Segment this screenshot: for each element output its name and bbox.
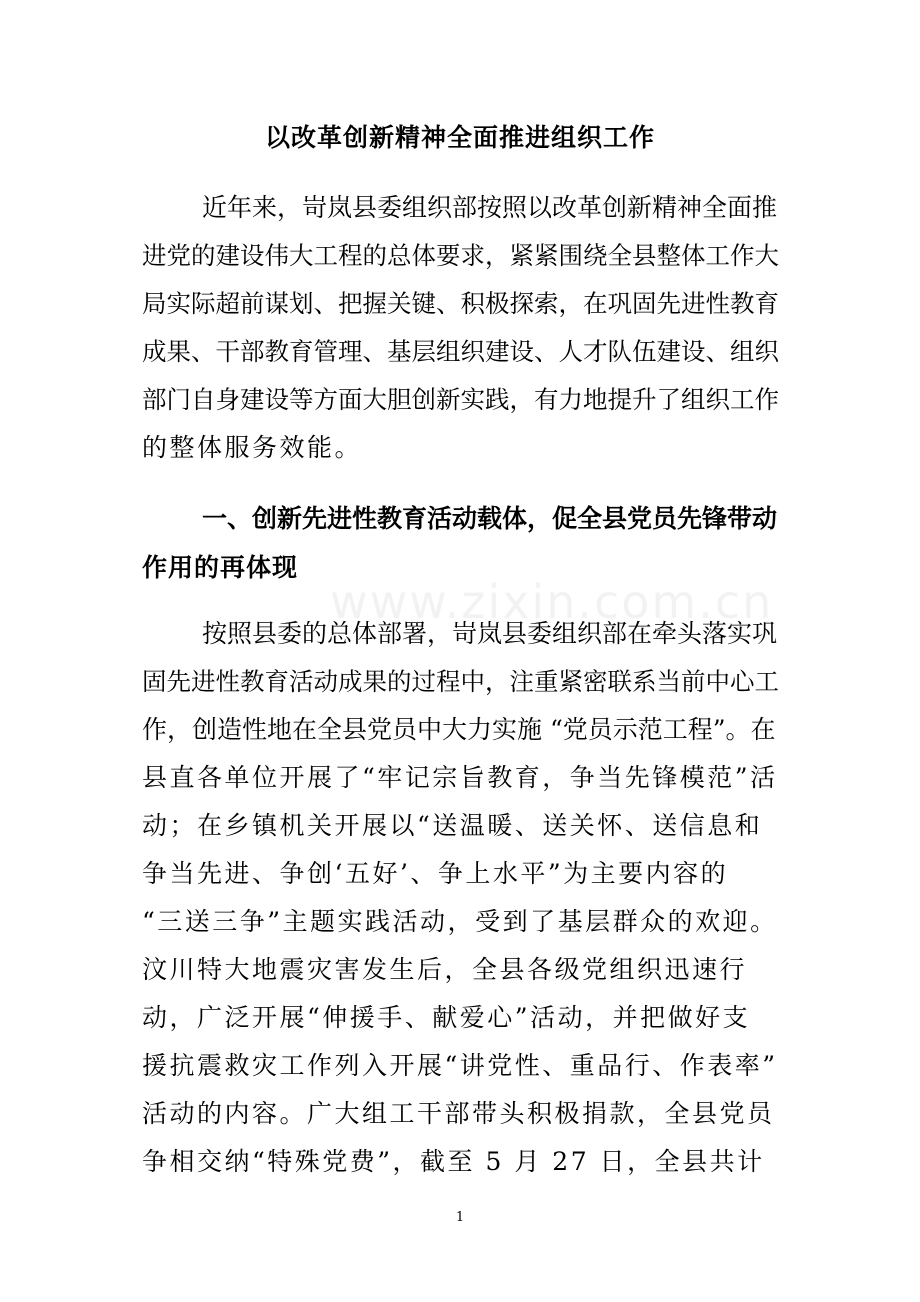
paragraph-line: 动；在乡镇机关开展以“送温暖、送关怀、送信息和 <box>142 811 763 840</box>
section-heading-1 <box>142 494 782 592</box>
document-title: 以改革创新精神全面推进组织工作 <box>264 123 655 152</box>
paragraph-line: 汶川特大地震灾害发生后，全县各级党组织迅速行 <box>142 955 748 984</box>
paragraph-intro <box>142 184 782 472</box>
paragraph-section-1 <box>142 610 782 1186</box>
paragraph-line: 争相交纳“特殊党费”，截至 5 月 27 日，全县共计 <box>142 1147 765 1176</box>
paragraph-line: 按照县委的总体部署，岢岚县委组织部在牵头落实巩 <box>202 619 778 648</box>
heading-line: 一、创新先进性教育活动载体，促全县党员先锋带动 <box>202 504 778 533</box>
paragraph-line: 固先进性教育活动成果的过程中，注重紧密联系当前中心工 <box>142 667 779 696</box>
paragraph-line: 近年来，岢岚县委组织部按照以改革创新精神全面推 <box>202 193 778 222</box>
paragraph-line: 成果、干部教育管理、基层组织建设、人才队伍建设、组织 <box>142 337 779 366</box>
paragraph-line: 动，广泛开展“伸援手、献爱心”活动，并把做好支 <box>142 1003 751 1032</box>
paragraph-line: 活动的内容。广大组工干部带头积极捐款，全县党员 <box>142 1099 775 1128</box>
paragraph-line: 部门自身建设等方面大胆创新实践，有力地提升了组织工作 <box>142 385 779 414</box>
paragraph-line: 县直各单位开展了“牢记宗旨教育，争当先锋模范”活 <box>142 763 778 792</box>
paragraph-line: 援抗震救灾工作列入开展“讲党性、重品行、作表率” <box>142 1051 778 1080</box>
paragraph-line: 局实际超前谋划、把握关键、积极探索，在巩固先进性教育 <box>142 289 779 318</box>
heading-line: 作用的再体现 <box>142 553 299 582</box>
watermark: www.zixin.com.cn <box>330 575 774 629</box>
paragraph-line: 作，创造性地在全县党员中大力实施 “党员示范工程”。在 <box>142 715 776 744</box>
paragraph-line: 争当先进、争创‘五好’、争上水平”为主要内容的 <box>142 859 729 888</box>
page-number: 1 <box>455 1210 465 1225</box>
paragraph-line: 的整体服务效能。 <box>142 433 363 462</box>
paragraph-line: “三送三争”主题实践活动，受到了基层群众的欢迎。 <box>142 907 778 936</box>
paragraph-line: 进党的建设伟大工程的总体要求，紧紧围绕全县整体工作大 <box>142 241 779 270</box>
